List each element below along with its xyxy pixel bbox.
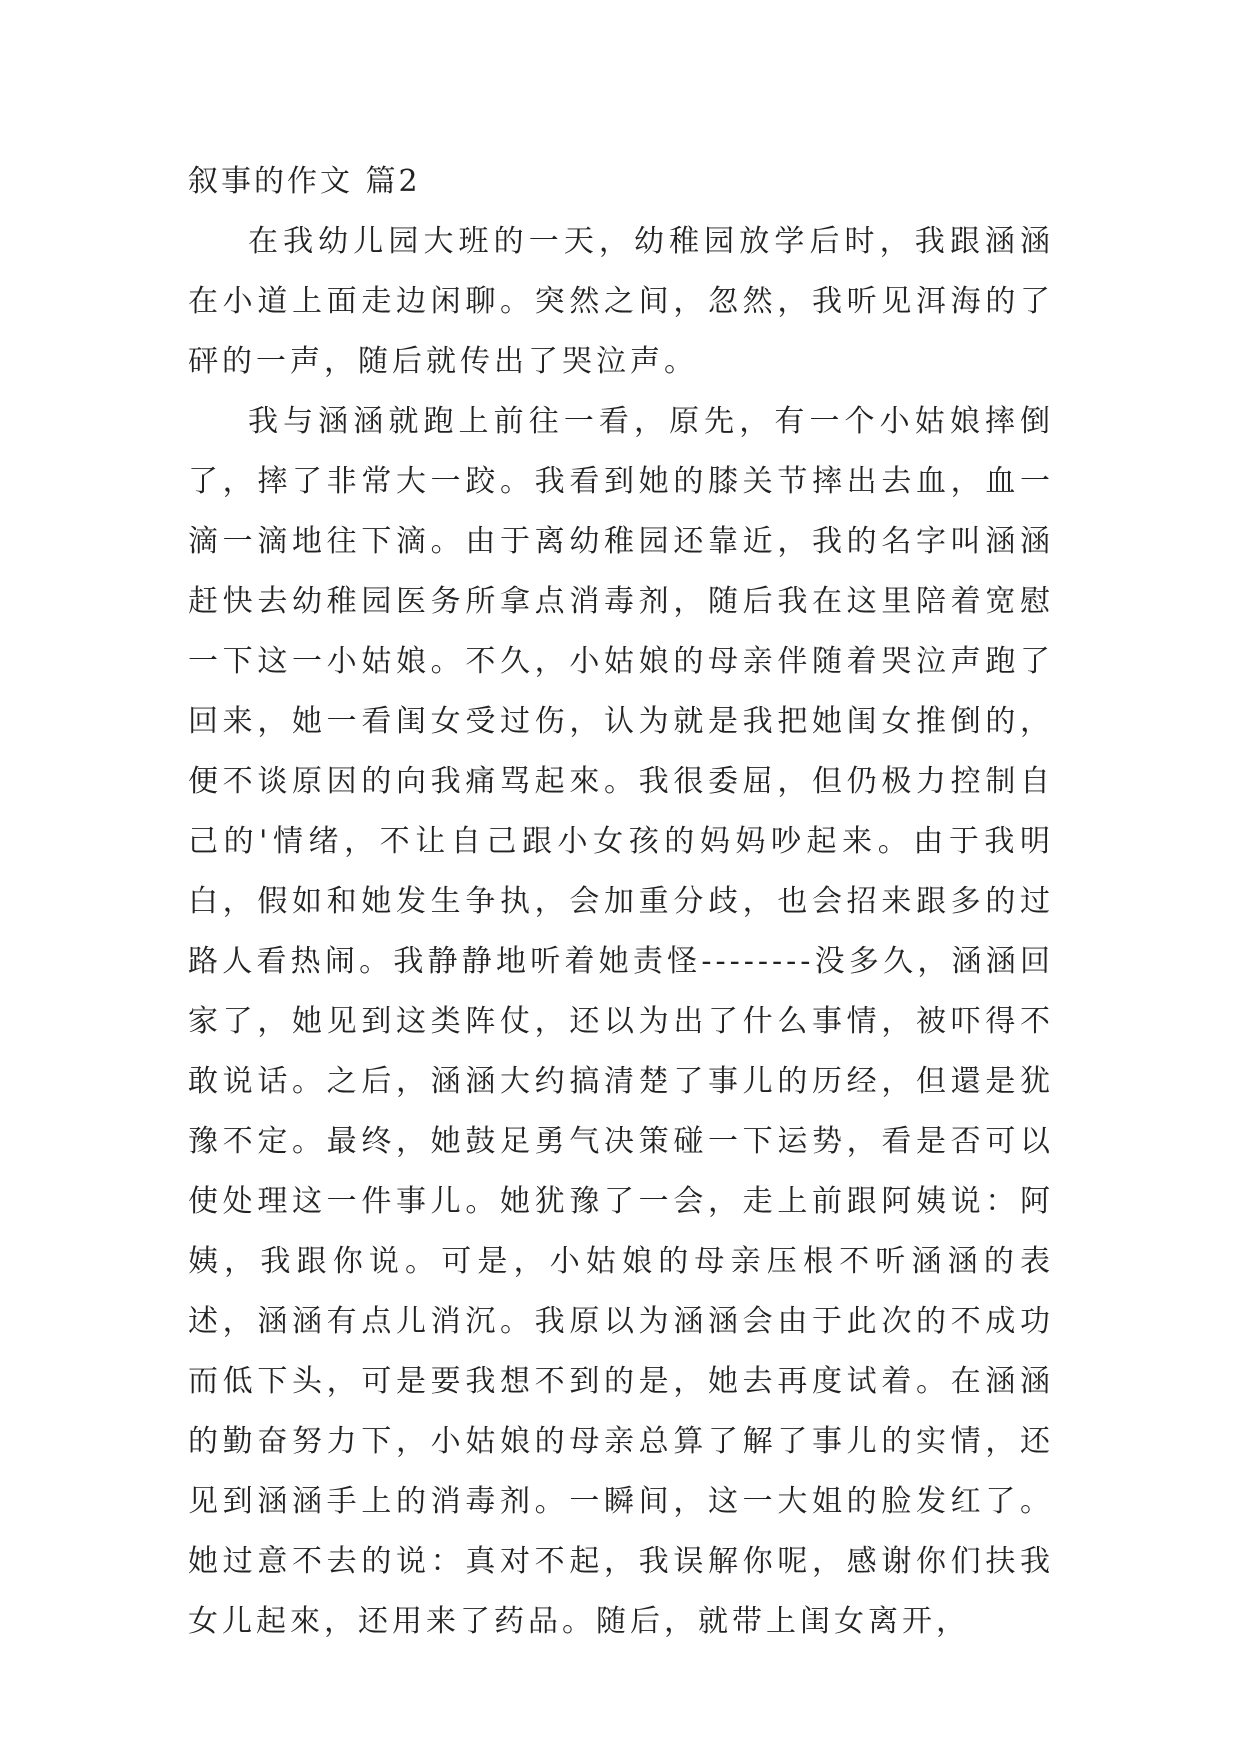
paragraph-2: 我与涵涵就跑上前往一看，原先，有一个小姑娘摔倒了，摔了非常大一跤。我看到她的膝关节摔出去血，血一滴一滴地往下滴。由于离幼稚园还靠近，我的名字叫涵涵赶快去幼稚园医务所拿点消毒剂，随后我在这里陪着宽慰一下这一小姑娘。不久，小姑娘的母亲伴随着哭泣声跑了回来，她一看闺女受过伤，认为就是我把她闺女推倒的，便不谈原因的向我痛骂起來。我很委屈，但仍极力控制自己的'情绪，不让自己跟小女孩的妈妈吵起来。由于我明白，假如和她发生争执，会加重分歧，也会招来跟多的过路人看热闹。我静静地听着她责怪--------没多久，涵涵回家了，她见到这类阵仗，还以为出了什么事情，被吓得不敢说话。之后，涵涵大约搞清楚了事儿的历经，但還是犹豫不定。最终，她鼓足勇气决策碰一下运势，看是否可以使处理这一件事儿。她犹豫了一会，走上前跟阿姨说：阿姨，我跟你说。可是，小姑娘的母亲压根不听涵涵的表述，涵涵有点儿消沉。我原以为涵涵会由于此次的不成功而低下头，可是要我想不到的是，她去再度试着。在涵涵的勤奋努力下，小姑娘的母亲总算了解了事儿的实情，还见到涵涵手上的消毒剂。一瞬间，这一大姐的脸发红了。她过意不去的说：真对不起，我误解你呢，感谢你们扶我女儿起來，还用来了药品。随后，就带上闺女离开， — [188, 404, 1054, 1639]
paragraph-1: 在我幼儿园大班的一天，幼稚园放学后时，我跟涵涵在小道上面走边闲聊。突然之间，忽然，我听见洱海的了砰的一声，随后就传出了哭泣声。 — [188, 224, 1054, 379]
essay-title: 叙事的作文 篇2 — [188, 164, 421, 199]
document-body — [188, 160, 1054, 1652]
